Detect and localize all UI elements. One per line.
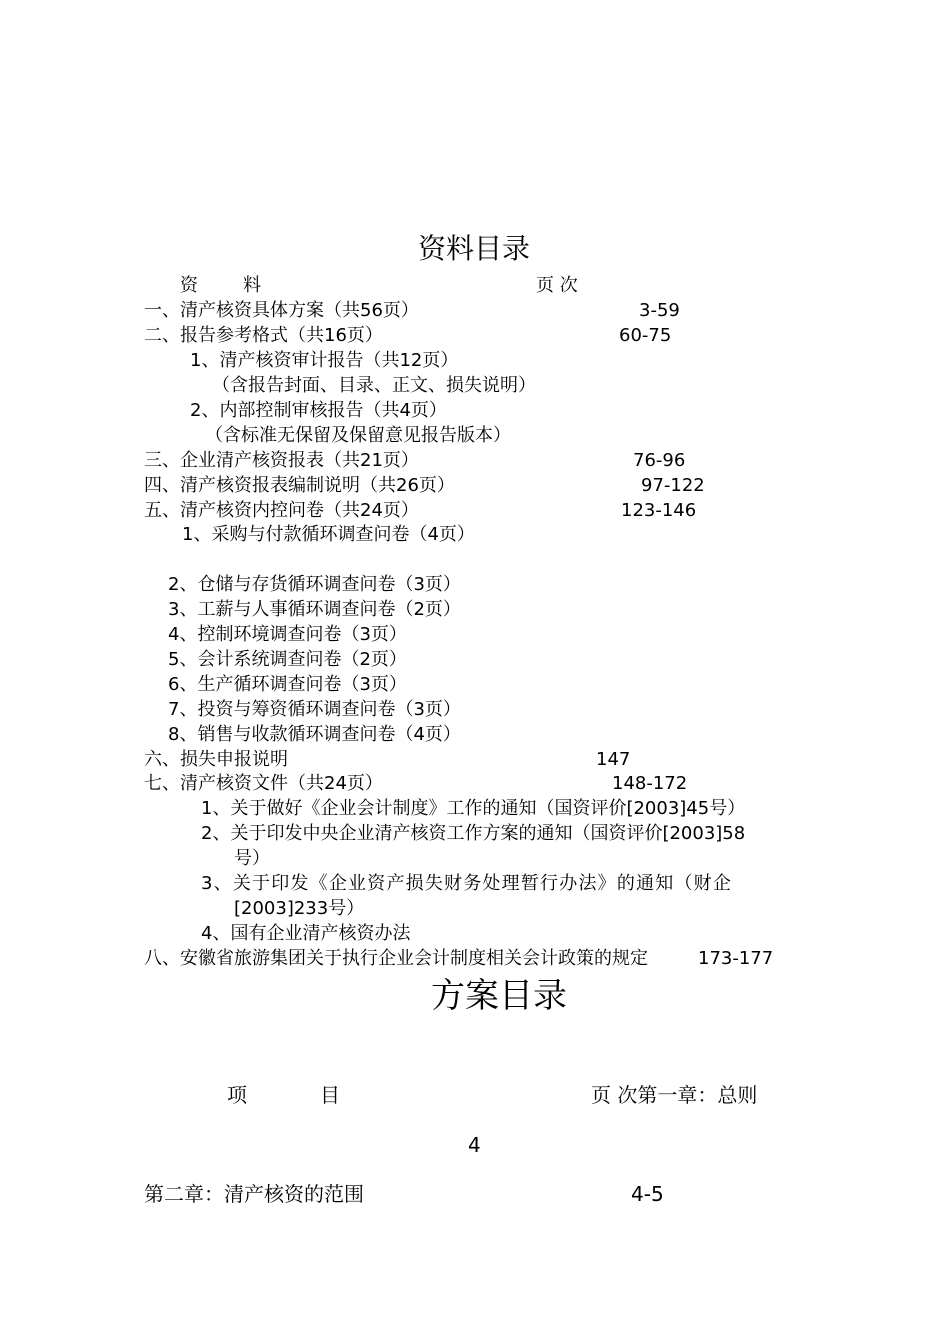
plan-chapter2-pages: 4-5 bbox=[631, 1182, 664, 1206]
toc-subrow: 7、投资与筹资循环调查问卷（3页） bbox=[168, 699, 461, 720]
toc-subrow: 6、生产循环调查问卷（3页） bbox=[168, 674, 407, 695]
toc-subrow: 1、清产核资审计报告（共12页） bbox=[190, 350, 459, 371]
toc-row-pages: 123-146 bbox=[621, 500, 697, 521]
toc-row: 一、清产核资具体方案（共56页） bbox=[144, 300, 419, 321]
plan-column-header-pages: 页 次第一章：总则 bbox=[591, 1083, 758, 1107]
column-header-pages: 页 次 bbox=[536, 275, 578, 296]
plan-chapter2-label: 第二章：清产核资的范围 bbox=[144, 1182, 364, 1206]
toc-row: 七、清产核资文件（共24页） bbox=[144, 773, 383, 794]
toc-note: （含报告封面、目录、正文、损失说明） bbox=[212, 375, 536, 396]
toc-subrow-continuation: [2003]233号） bbox=[234, 898, 365, 919]
column-header-material-2: 料 bbox=[243, 275, 261, 296]
plan-chapter1-pages: 4 bbox=[468, 1133, 481, 1157]
toc-row: 五、清产核资内控问卷（共24页） bbox=[144, 500, 419, 521]
toc-row: 四、清产核资报表编制说明（共26页） bbox=[144, 475, 455, 496]
toc-subrow: 2、关于印发中央企业清产核资工作方案的通知（国资评价[2003]58 bbox=[201, 823, 746, 844]
toc-subrow: 8、销售与收款循环调查问卷（4页） bbox=[168, 724, 461, 745]
toc-row-pages: 148-172 bbox=[612, 773, 688, 794]
toc-subrow: 2、内部控制审核报告（共4页） bbox=[190, 400, 447, 421]
toc-subrow: 4、控制环境调查问卷（3页） bbox=[168, 624, 407, 645]
toc-row: 八、安徽省旅游集团关于执行企业会计制度相关会计政策的规定 bbox=[144, 948, 648, 969]
toc-row-pages: 3-59 bbox=[639, 300, 680, 321]
plan-column-header-item-1: 项 bbox=[227, 1083, 247, 1107]
toc-row-pages: 97-122 bbox=[641, 475, 705, 496]
column-header-material-1: 资 bbox=[180, 275, 198, 296]
toc-row-pages: 173-177 bbox=[698, 948, 774, 969]
toc-row: 六、损失申报说明 bbox=[144, 749, 288, 770]
toc-row-pages: 76-96 bbox=[633, 450, 686, 471]
toc-subrow: 5、会计系统调查问卷（2页） bbox=[168, 649, 407, 670]
plan-column-header-item-2: 目 bbox=[320, 1083, 340, 1107]
toc-row-pages: 147 bbox=[596, 749, 631, 770]
toc-row: 二、报告参考格式（共16页） bbox=[144, 325, 383, 346]
toc-subrow: 3、关于印发《企业资产损失财务处理暂行办法》的通知（财企 bbox=[201, 873, 733, 894]
toc-subrow: 1、关于做好《企业会计制度》工作的通知（国资评价[2003]45号） bbox=[201, 798, 746, 819]
toc-subrow-continuation: 号） bbox=[234, 848, 270, 869]
toc-row: 三、企业清产核资报表（共21页） bbox=[144, 450, 419, 471]
plan-title: 方案目录 bbox=[431, 976, 567, 1016]
toc-subrow: 2、仓储与存货循环调查问卷（3页） bbox=[168, 574, 461, 595]
toc-row-pages: 60-75 bbox=[619, 325, 672, 346]
toc-subrow: 3、工薪与人事循环调查问卷（2页） bbox=[168, 599, 461, 620]
toc-subrow: 1、采购与付款循环调查问卷（4页） bbox=[182, 524, 475, 545]
materials-title: 资料目录 bbox=[418, 232, 531, 265]
toc-note: （含标准无保留及保留意见报告版本） bbox=[205, 425, 511, 446]
toc-subrow: 4、国有企业清产核资办法 bbox=[201, 923, 411, 944]
